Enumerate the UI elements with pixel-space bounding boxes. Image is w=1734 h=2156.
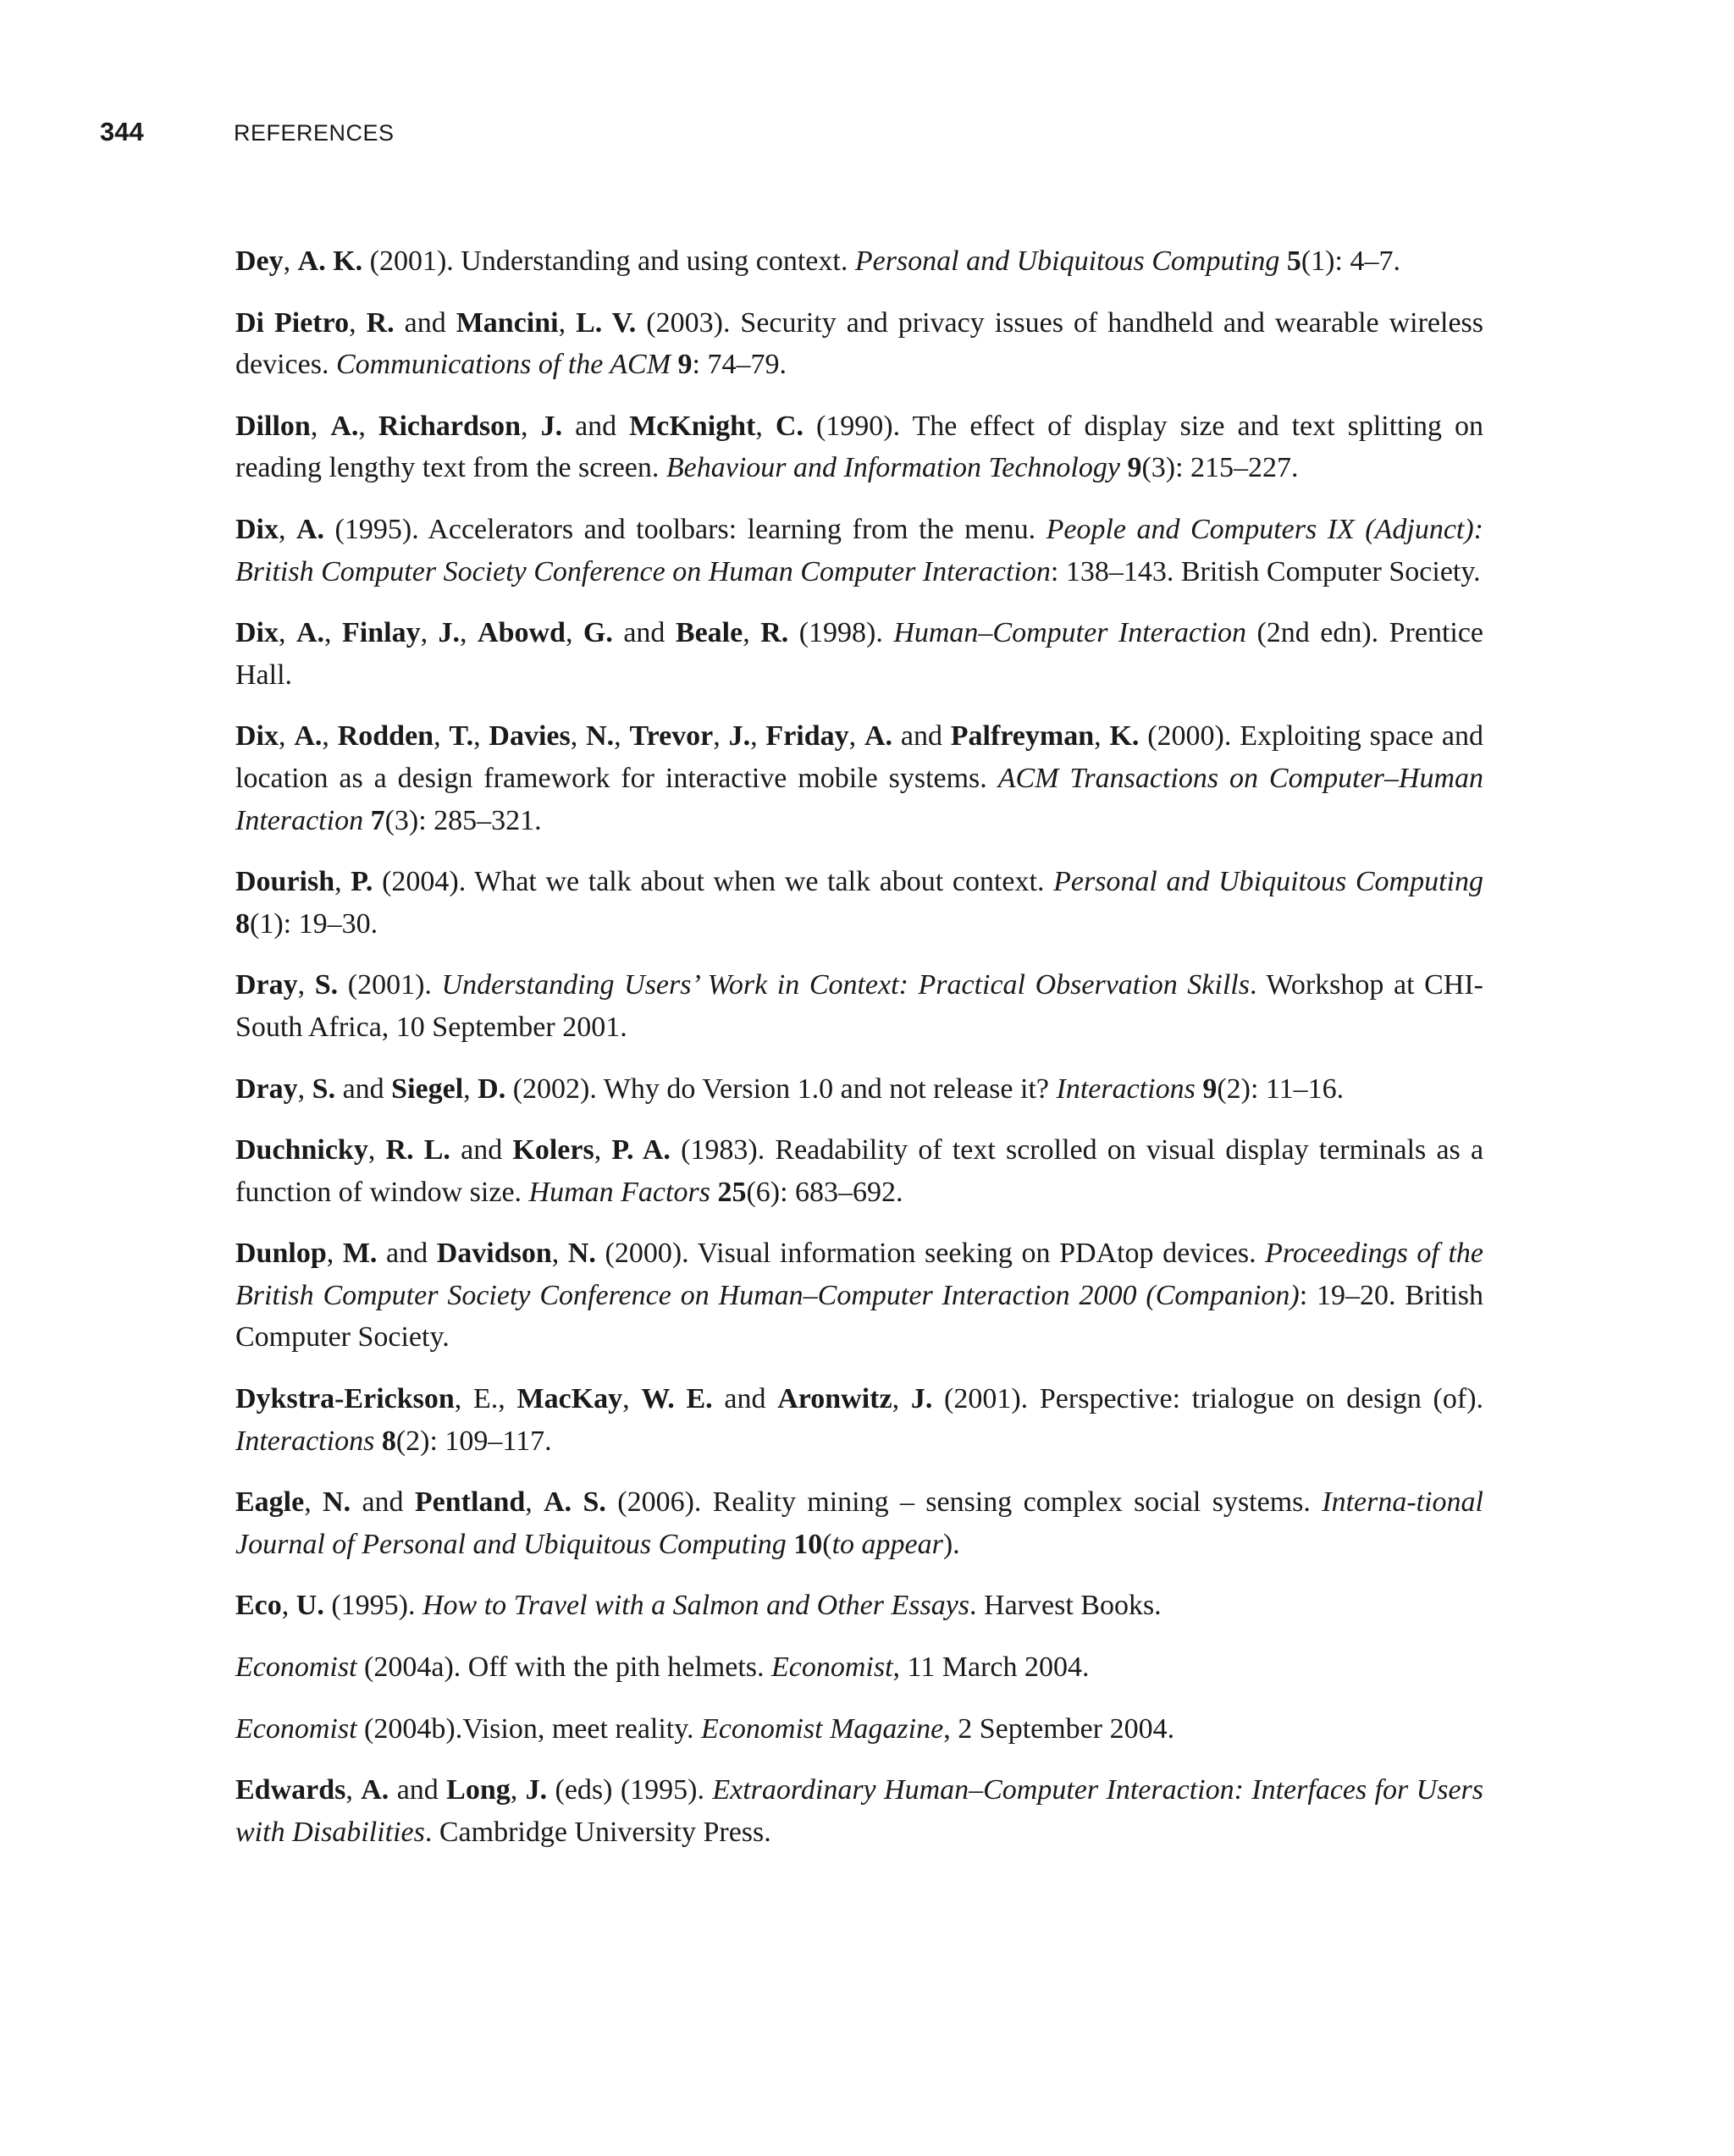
reference-italic-text: to appear	[831, 1528, 943, 1560]
reference-author-bold: A.	[294, 720, 323, 753]
reference-text: (1983). Readability of text scrolled on visual display terminals as a function of window size.	[235, 1134, 1484, 1208]
reference-author-bold: M.	[342, 1238, 378, 1270]
reference-author-bold: A.	[296, 513, 325, 545]
reference-text: ,	[304, 1486, 323, 1519]
reference-text: ,	[420, 617, 439, 649]
reference-italic-text: Proceedings of the British Computer Society Conference on Human–Computer Interaction 2000 (Companion)	[235, 1238, 1484, 1311]
reference-entry	[235, 1232, 1483, 1359]
reference-author-bold: 10	[793, 1528, 823, 1560]
reference-text: ,	[750, 720, 766, 753]
reference-text: ,	[349, 306, 367, 339]
reference-author-bold: Dix	[235, 513, 279, 545]
reference-text: : 74–79.	[692, 349, 787, 381]
reference-text: and	[377, 1238, 437, 1270]
reference-entry	[235, 964, 1483, 1048]
reference-author-bold: MacKay	[516, 1383, 623, 1415]
reference-italic-text: Extraordinary Human–Computer Interaction: Interfaces for Users with Disabilities	[235, 1774, 1483, 1848]
reference-text: (1998).	[788, 617, 894, 649]
page-header	[100, 117, 395, 159]
reference-entry	[235, 509, 1483, 593]
reference-author-bold: Dillon	[235, 410, 311, 442]
reference-text: ,	[525, 1486, 544, 1519]
reference-author-bold: T.	[449, 720, 474, 753]
reference-text: ,	[434, 720, 450, 753]
reference-author-bold: McKnight	[629, 410, 756, 442]
reference-text: and	[351, 1486, 415, 1519]
reference-text: ,	[570, 720, 587, 753]
reference-text: ,	[565, 617, 583, 649]
reference-text: ,	[622, 1383, 642, 1415]
reference-text: ,	[558, 306, 577, 339]
reference-text: and	[394, 306, 456, 339]
reference-author-bold: K.	[1109, 720, 1140, 753]
reference-text: (2001). Understanding and using context.	[362, 245, 855, 277]
reference-text: ,	[473, 720, 489, 753]
reference-list	[235, 240, 1483, 1872]
reference-author-bold: J.	[525, 1774, 548, 1806]
reference-text: (eds) (1995).	[547, 1774, 713, 1806]
reference-author-bold: J.	[910, 1383, 933, 1415]
reference-author-bold: 8	[381, 1425, 396, 1457]
reference-author-bold: G.	[583, 617, 613, 649]
reference-text	[363, 805, 371, 836]
reference-text: (1995).	[323, 1590, 422, 1622]
reference-text: ,	[367, 1134, 386, 1166]
reference-text: ,	[297, 1072, 312, 1105]
reference-text: ).	[942, 1528, 960, 1560]
reference-entry	[235, 1129, 1483, 1213]
running-head: REFERENCES	[234, 120, 395, 146]
reference-text: : 19–20. British Computer Society.	[235, 1279, 1483, 1354]
reference-text: ,	[892, 1383, 911, 1415]
reference-text: ,	[310, 410, 331, 442]
reference-text: and	[389, 1774, 447, 1806]
reference-entry	[235, 405, 1483, 489]
reference-text: (2001). Perspective: trialogue on design (of).	[932, 1383, 1484, 1415]
reference-italic-text: How to Travel with a Salmon and Other Essays	[422, 1590, 970, 1622]
reference-italic-text: Understanding Users’ Work in Context: Practical Observation Skills	[441, 969, 1250, 1001]
reference-author-bold: R.	[366, 306, 395, 339]
reference-italic-text: Economist	[235, 1712, 357, 1745]
reference-text: ,	[614, 720, 630, 753]
reference-text: ,	[279, 720, 295, 753]
reference-entry	[235, 1708, 1483, 1751]
reference-text: (3): 215–227.	[1141, 452, 1299, 484]
reference-text: (2000). Exploiting space and location as a design framework for interactive mobile systems.	[235, 720, 1484, 794]
reference-text: , E.,	[454, 1383, 517, 1415]
reference-author-bold: J.	[438, 617, 461, 649]
reference-entry	[235, 1481, 1483, 1565]
reference-author-bold: P.	[351, 866, 373, 898]
reference-author-bold: Eco	[235, 1590, 282, 1622]
reference-italic-text: Economist	[771, 1651, 893, 1684]
reference-entry	[235, 715, 1483, 841]
reference-italic-text: Interactions	[235, 1425, 375, 1457]
reference-author-bold: Davies	[489, 720, 571, 753]
reference-italic-text: Economist	[235, 1651, 357, 1684]
reference-author-bold: Pentland	[414, 1486, 526, 1519]
reference-author-bold: U.	[295, 1590, 324, 1622]
reference-text: and	[450, 1134, 513, 1166]
reference-text: ,	[460, 617, 478, 649]
reference-author-bold: Davidson	[436, 1238, 552, 1270]
reference-text: (1990). The effect of display size and text splitting on reading lengthy text from the screen.	[235, 410, 1484, 484]
reference-italic-text: Interactions	[1056, 1072, 1196, 1105]
reference-author-bold: Dey	[235, 245, 284, 277]
reference-author-bold: Abowd	[478, 617, 566, 649]
reference-text	[787, 1529, 794, 1560]
reference-author-bold: Siegel	[391, 1072, 464, 1105]
reference-text: ,	[279, 513, 296, 545]
reference-text: (2004). What we talk about when we talk about context.	[373, 866, 1054, 898]
reference-italic-text: Human–Computer Interaction	[893, 617, 1246, 649]
reference-author-bold: Aronwitz	[777, 1383, 892, 1415]
reference-author-bold: Dray	[235, 1072, 298, 1105]
reference-author-bold: 25	[717, 1176, 747, 1208]
reference-text: (6): 683–692.	[746, 1176, 903, 1208]
reference-text: (2): 11–16.	[1217, 1072, 1345, 1105]
reference-text: ,	[713, 720, 729, 753]
reference-author-bold: Dray	[235, 969, 298, 1001]
reference-text: ,	[326, 1238, 343, 1270]
reference-italic-text: Communications of the ACM	[335, 349, 671, 381]
page-number: 344	[100, 117, 144, 146]
reference-italic-text: Personal and Ubiquitous Computing	[1053, 866, 1483, 898]
reference-text: ,	[848, 720, 864, 753]
reference-author-bold: J.	[540, 410, 563, 442]
reference-author-bold: R.	[760, 617, 789, 649]
reference-author-bold: Dunlop	[235, 1238, 327, 1270]
reference-text: (1): 19–30.	[250, 907, 378, 940]
reference-entry	[235, 861, 1483, 945]
reference-author-bold: Dix	[235, 720, 279, 753]
reference-entry	[235, 1769, 1483, 1853]
reference-author-bold: 8	[235, 907, 250, 940]
reference-author-bold: Eagle	[235, 1486, 305, 1519]
reference-text: . Cambridge University Press.	[424, 1816, 771, 1848]
reference-text: ,	[551, 1238, 568, 1270]
reference-text: (2004a). Off with the pith helmets.	[356, 1651, 771, 1684]
reference-text: . Harvest Books.	[969, 1590, 1162, 1622]
reference-author-bold: A.	[330, 410, 359, 442]
reference-author-bold: 9	[677, 349, 693, 381]
reference-author-bold: 5	[1286, 245, 1301, 277]
reference-italic-text: Personal and Ubiquitous Computing	[854, 245, 1280, 277]
reference-italic-text: Behaviour and Information Technology	[665, 452, 1120, 484]
reference-text: and	[892, 720, 951, 753]
reference-text: (2001).	[338, 969, 442, 1001]
reference-author-bold: D.	[478, 1072, 506, 1105]
reference-author-bold: Beale	[675, 617, 743, 649]
reference-author-bold: Kolers	[512, 1134, 594, 1166]
reference-author-bold: A. K.	[297, 245, 363, 277]
reference-entry	[235, 612, 1483, 696]
reference-text: ,	[358, 410, 378, 442]
reference-author-bold: Friday	[765, 720, 849, 753]
reference-author-bold: 9	[1202, 1072, 1218, 1105]
reference-text: ,	[755, 410, 776, 442]
reference-author-bold: A.	[864, 720, 893, 753]
reference-text: ,	[521, 410, 541, 442]
reference-author-bold: Finlay	[342, 617, 421, 649]
reference-entry	[235, 1068, 1483, 1111]
reference-text: ,	[297, 969, 315, 1001]
reference-text: . Workshop at CHI-South Africa, 10 September 2001.	[235, 969, 1483, 1043]
reference-author-bold: W. E.	[641, 1383, 713, 1415]
reference-text: ,	[510, 1774, 526, 1806]
reference-author-bold: S.	[312, 1072, 336, 1105]
reference-author-bold: Di Pietro	[235, 306, 350, 339]
reference-text: , 11 March 2004.	[892, 1651, 1090, 1684]
reference-author-bold: P. A.	[611, 1134, 671, 1166]
reference-author-bold: Long	[446, 1774, 511, 1806]
reference-text: : 138–143. British Computer Society.	[1050, 555, 1481, 587]
reference-entry	[235, 1378, 1483, 1462]
reference-italic-text: People and Computers IX (Adjunct): British Computer Society Conference on Human Computer Interaction	[235, 513, 1484, 587]
reference-italic-text: Economist Magazine	[701, 1712, 944, 1745]
reference-author-bold: Duchnicky	[235, 1134, 368, 1166]
reference-text: and	[562, 410, 630, 442]
reference-text: and	[712, 1383, 778, 1415]
reference-author-bold: Dykstra-Erickson	[235, 1383, 455, 1415]
reference-author-bold: Dix	[235, 617, 279, 649]
reference-text: (1): 4–7.	[1300, 245, 1400, 277]
reference-text	[1279, 245, 1287, 277]
reference-author-bold: N.	[586, 720, 615, 753]
reference-text: ,	[594, 1134, 612, 1166]
reference-author-bold: Trevor	[629, 720, 714, 753]
reference-text: (2): 109–117.	[395, 1425, 552, 1457]
reference-text: (2006). Reality mining – sensing complex social systems.	[605, 1486, 1323, 1519]
reference-author-bold: 9	[1127, 452, 1142, 484]
reference-text: ,	[324, 617, 342, 649]
reference-text: ,	[1094, 720, 1110, 753]
reference-text: (2000). Visual information seeking on PDAtop devices.	[595, 1238, 1266, 1270]
reference-author-bold: A.	[361, 1774, 389, 1806]
reference-text: (2004b).Vision, meet reality.	[356, 1712, 702, 1745]
reference-text: ,	[322, 720, 338, 753]
reference-author-bold: Richardson	[378, 410, 522, 442]
reference-author-bold: S.	[314, 969, 339, 1001]
reference-text: ,	[283, 245, 298, 277]
reference-author-bold: Mancini	[456, 306, 559, 339]
reference-text: , 2 September 2004.	[943, 1712, 1175, 1745]
reference-author-bold: A. S.	[544, 1486, 606, 1519]
reference-entry	[235, 302, 1483, 386]
reference-author-bold: Dourish	[235, 866, 335, 898]
reference-text: (2002). Why do Version 1.0 and not release it?	[505, 1072, 1057, 1105]
reference-text: and	[612, 617, 676, 649]
reference-author-bold: J.	[728, 720, 751, 753]
reference-author-bold: C.	[775, 410, 803, 442]
reference-author-bold: Palfreyman	[950, 720, 1095, 753]
reference-author-bold: 7	[370, 804, 385, 836]
reference-italic-text: Interna-tional Journal of Personal and Ubiquitous Computing	[235, 1486, 1484, 1560]
reference-text: (1995). Accelerators and toolbars: learning from the menu.	[324, 513, 1046, 545]
reference-text: ,	[743, 617, 761, 649]
reference-italic-text: Human Factors	[528, 1176, 710, 1208]
reference-text	[671, 349, 678, 380]
reference-text: ,	[334, 866, 351, 898]
reference-text: (2nd edn). Prentice Hall.	[235, 617, 1484, 691]
reference-text: (	[822, 1528, 832, 1560]
reference-text	[374, 1425, 382, 1457]
reference-text: ,	[463, 1072, 478, 1105]
reference-text: ,	[281, 1590, 296, 1622]
reference-italic-text: ACM Transactions on Computer–Human Interaction	[235, 762, 1483, 836]
reference-entry	[235, 240, 1483, 283]
reference-author-bold: R. L.	[385, 1134, 450, 1166]
reference-author-bold: A.	[295, 617, 325, 649]
reference-text: (3): 285–321.	[384, 804, 542, 836]
reference-entry	[235, 1646, 1483, 1689]
reference-author-bold: N.	[323, 1486, 351, 1519]
reference-text: (2003). Security and privacy issues of handheld and wearable wireless devices.	[235, 306, 1483, 381]
reference-entry	[235, 1585, 1483, 1627]
reference-author-bold: N.	[567, 1238, 596, 1270]
reference-text: ,	[345, 1774, 362, 1806]
reference-text: and	[335, 1072, 392, 1105]
reference-author-bold: L. V.	[576, 306, 637, 339]
reference-author-bold: Edwards	[235, 1774, 346, 1806]
reference-author-bold: Rodden	[337, 720, 434, 753]
reference-text: ,	[279, 617, 296, 649]
